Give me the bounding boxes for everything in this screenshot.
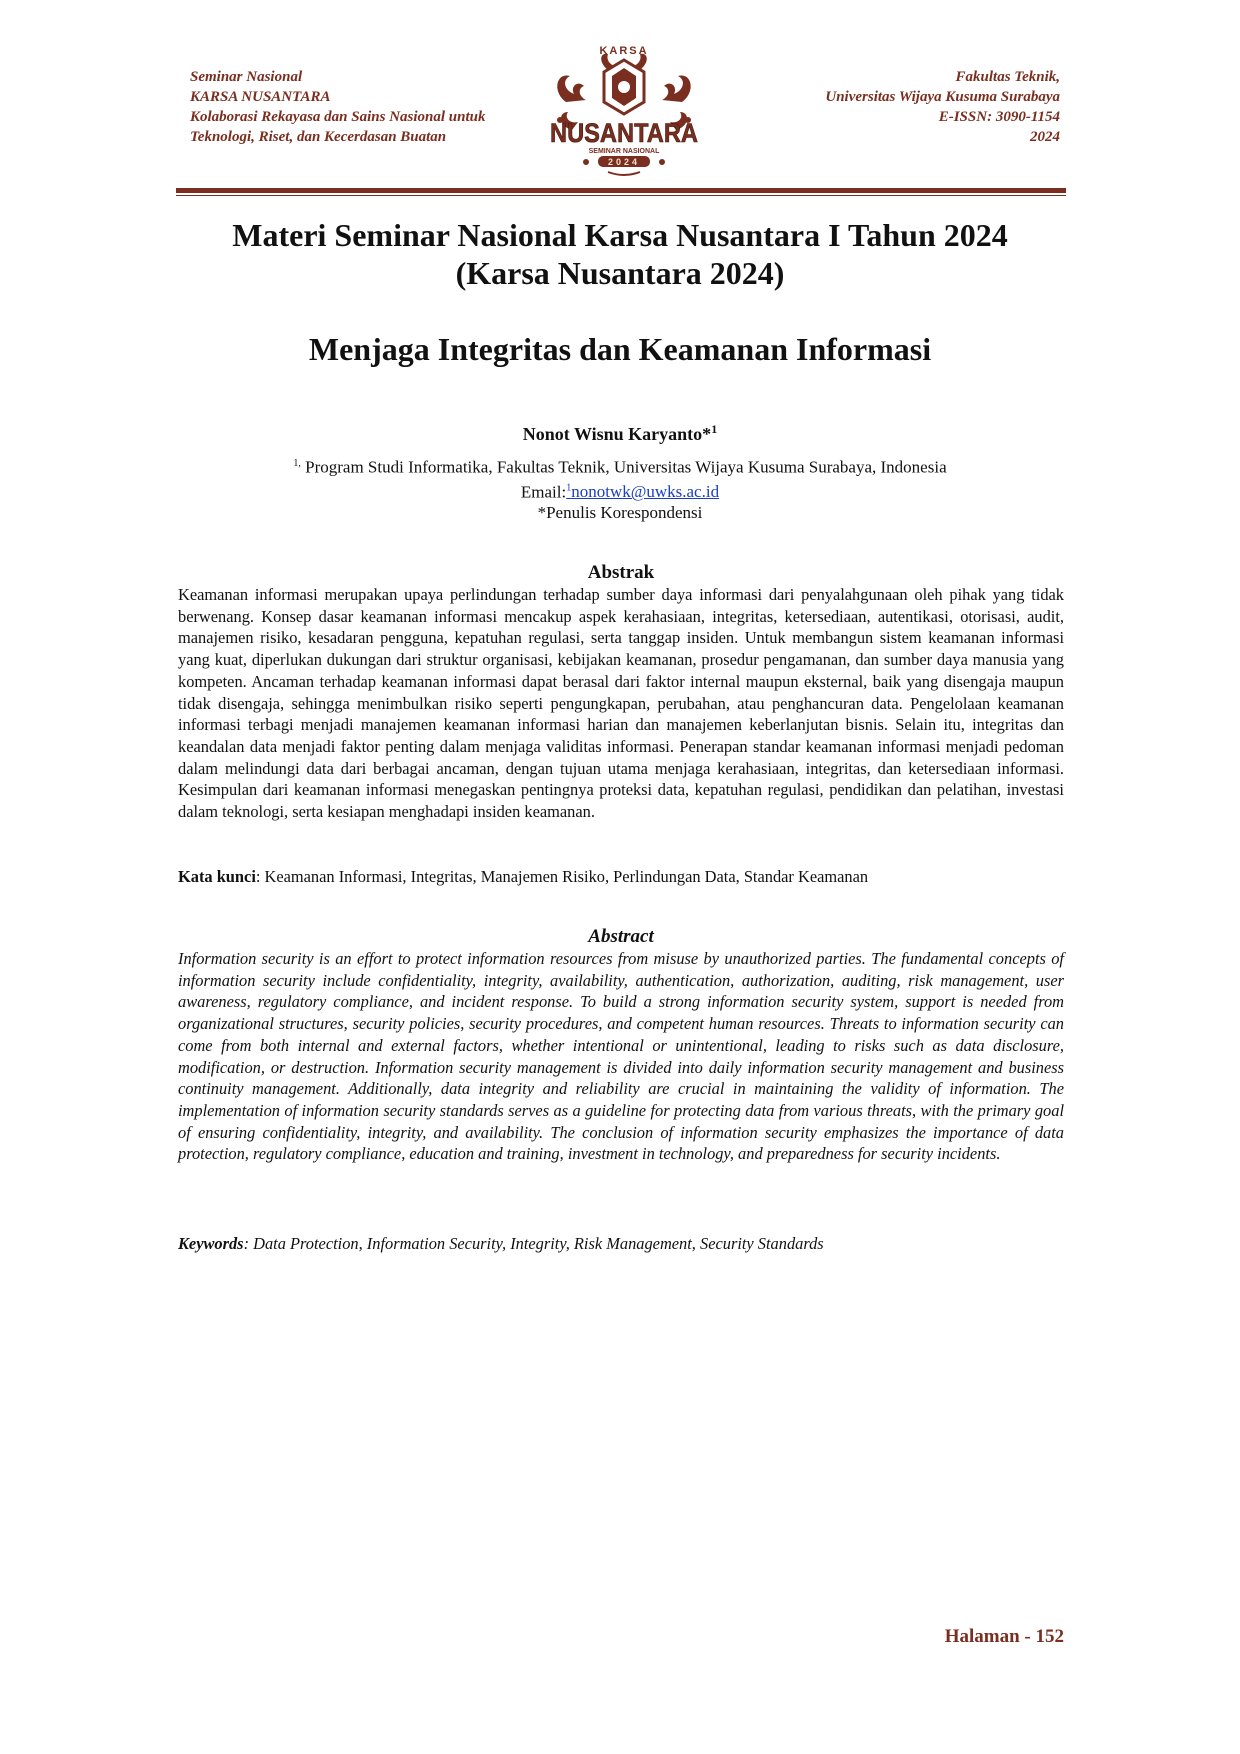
abstrak-heading: Abstrak	[587, 562, 655, 583]
author-name	[160, 417, 1080, 446]
email-link[interactable]	[566, 482, 719, 501]
affiliation-text: Program Studi Informatika, Fakultas Teknik, Universitas Wijaya Kusuma Surabaya, Indonesia	[300, 457, 947, 477]
header-left-line: Seminar Nasional	[190, 69, 303, 85]
header-divider	[176, 188, 1066, 193]
author-affiliation	[160, 453, 1080, 523]
header-institution-info	[720, 67, 1060, 147]
header-left-line: Kolaborasi Rekayasa dan Sains Nasional untuk	[190, 109, 486, 125]
email-line	[160, 478, 1080, 503]
paper-subtitle: Menjaga Integritas dan Keamanan Informasi	[308, 331, 932, 367]
kata-kunci-values: : Keamanan Informasi, Integritas, Manajemen Risiko, Perlindungan Data, Standar Keamanan	[255, 867, 869, 886]
title-line: (Karsa Nusantara 2024)	[455, 255, 785, 291]
affiliation-line	[160, 453, 1080, 478]
corresponding-note: *Penulis Korespondensi	[537, 503, 703, 523]
header-conference-info	[190, 67, 550, 147]
abstract-heading: Abstract	[588, 926, 654, 947]
title-line: Materi Seminar Nasional Karsa Nusantara I Tahun 2024	[232, 217, 1008, 253]
header-right-line: Universitas Wijaya Kusuma Surabaya	[825, 89, 1060, 105]
logo-year-text: 2024	[607, 157, 641, 167]
header-right-line: 2024	[1030, 129, 1060, 145]
kata-kunci	[178, 866, 1064, 887]
author-name-text: Nonot Wisnu Karyanto*	[522, 424, 712, 444]
keywords-values: : Data Protection, Information Security, Integrity, Risk Management, Security Standards	[243, 1234, 824, 1253]
header-left-line: KARSA NUSANTARA	[190, 89, 331, 105]
kata-kunci-label: Kata kunci	[178, 867, 256, 886]
email-address: nonotwk@uwks.ac.id	[571, 482, 720, 502]
email-superscript: 1	[566, 482, 572, 494]
author-superscript: 1	[711, 422, 718, 436]
header-divider-thin	[176, 195, 1066, 196]
header-right-line: Fakultas Teknik,	[955, 69, 1060, 85]
header-left-line: Teknologi, Riset, dan Kecerdasan Buatan	[190, 129, 447, 145]
keywords	[178, 1233, 1064, 1254]
header-right-line: E-ISSN: 3090-1154	[938, 109, 1060, 125]
paper-title	[160, 216, 1080, 292]
affiliation-superscript: 1,	[293, 458, 301, 469]
logo-top-text: KARSA	[599, 45, 649, 57]
email-label: Email:	[520, 482, 567, 502]
page-number: Halaman - 152	[944, 1626, 1064, 1647]
karsa-nusantara-logo	[548, 42, 700, 178]
keywords-label: Keywords	[178, 1234, 244, 1253]
logo-ribbon-text: SEMINAR NASIONAL	[588, 148, 660, 155]
abstrak-body: Keamanan informasi merupakan upaya perlindungan terhadap sumber daya informasi dari penyalahgunaan oleh pihak yang tidak berwenang. Konsep dasar keamanan informasi mencakup aspek kerahasiaan, integritas, ketersediaan, autentikasi, otorisasi, audit, manajemen risiko, kesadaran pengguna, kepatuhan regulasi, serta tanggap insiden. Untuk membangun sistem keamanan informasi yang kuat, diperlukan dukungan dari struktur organisasi, kebijakan keamanan, prosedur pengamanan, dan sumber daya manusia yang kompeten. Ancaman terhadap keamanan informasi dapat berasal dari faktor internal maupun eksternal, baik yang disengaja maupun tidak disengaja, sehingga menimbulkan risiko seperti pengungkapan, perubahan, atau penghancuran data. Pengelolaan keamanan informasi terbagi menjadi manajemen keamanan informasi harian dan manajemen keberlanjutan bisnis. Selain itu, integritas dan keandalan data menjadi faktor penting dalam menjaga validitas informasi. Penerapan standar keamanan informasi menjadi pedoman dalam melindungi data dari berbagai ancaman, dengan tujuan utama menjaga kerahasiaan, integritas, dan ketersediaan informasi. Kesimpulan dari keamanan informasi menegaskan pentingnya proteksi data, kepatuhan regulasi, pendidikan dan pelatihan, investasi dalam teknologi, serta kesiapan menghadapi insiden keamanan.	[178, 585, 1064, 822]
abstract-body: Information security is an effort to protect information resources from misuse by unauthorized parties. The fundamental concepts of information security include confidentiality, integrity, availability, authentication, authorization, auditing, risk management, user awareness, regulatory compliance, and incident response. To build a strong information security system, support is needed from organizational structures, security policies, security procedures, and competent human resources. Threats to information security can come from both internal and external factors, whether intentional or unintentional, leading to risks such as data disclosure, modification, or destruction. Information security management is divided into daily information security management and business continuity management. Additionally, data integrity and reliability are crucial in maintaining the validity of information. The implementation of information security standards serves as a guideline for protecting data from various threats, with the primary goal of ensuring confidentiality, integrity, and availability. The conclusion of information security emphasizes the importance of data protection, regulatory compliance, education and training, investment in technology, and preparedness for security incidents.	[178, 949, 1064, 1164]
logo-main-text: NUSANTARA	[550, 118, 698, 148]
